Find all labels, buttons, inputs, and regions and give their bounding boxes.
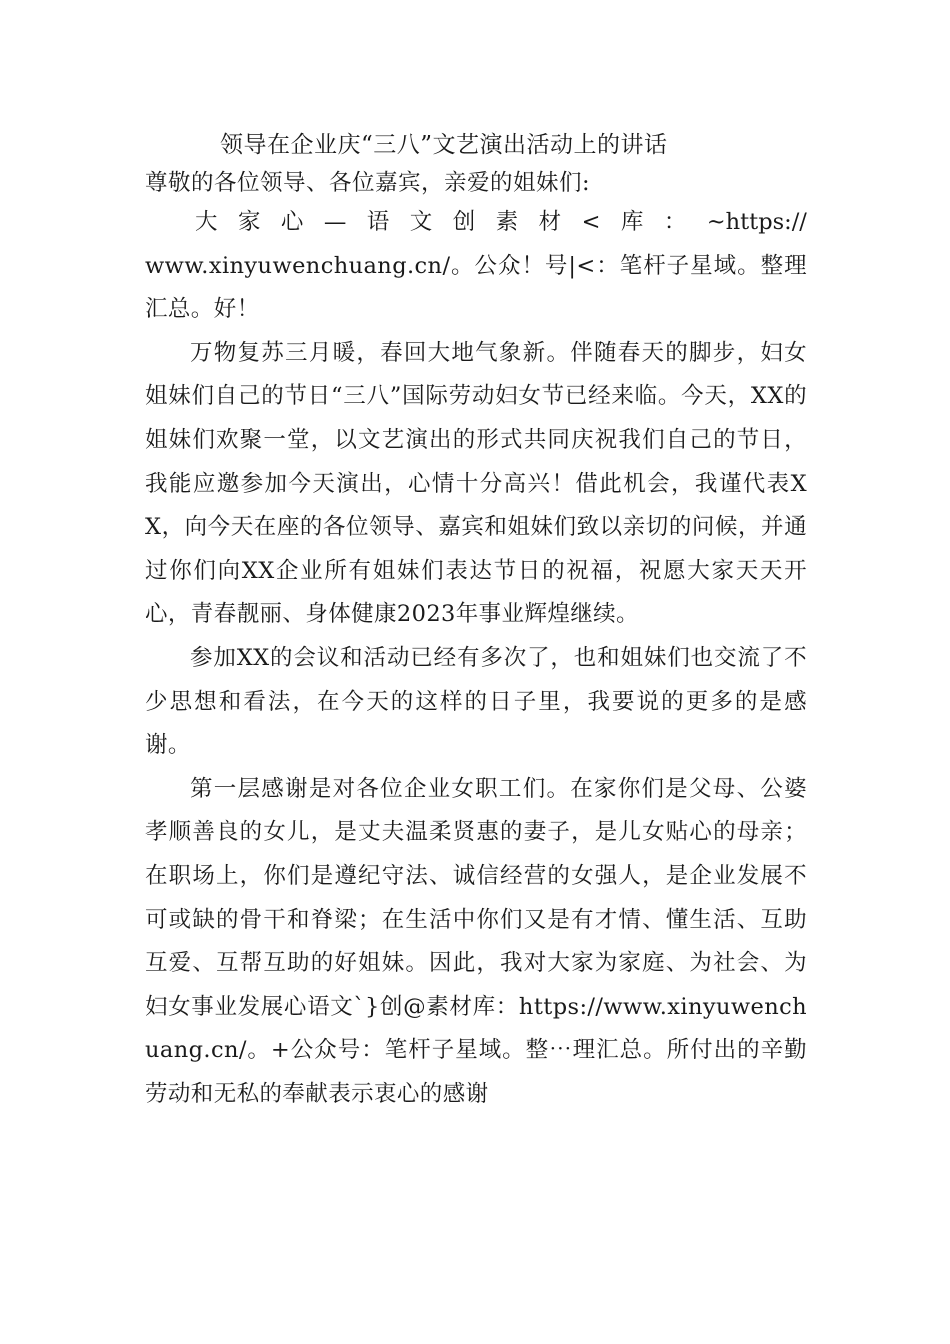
watermark-char: 家 bbox=[237, 209, 261, 235]
watermark-char: 语 bbox=[366, 209, 390, 235]
document-title: 领导在企业庆“三八”文艺演出活动上的讲话 bbox=[220, 132, 668, 158]
greeting-line: 尊敬的各位领导、各位嘉宾，亲爱的姐妹们: bbox=[145, 170, 591, 196]
watermark-paragraph-rest: www.xinyuwenchuang.cn/。公众！号|<：笔杆子星域。整理汇总。好！ bbox=[145, 252, 807, 323]
watermark-char: ： bbox=[663, 209, 687, 235]
watermark-char: 心 bbox=[280, 209, 304, 235]
watermark-char: ~https:// bbox=[706, 209, 807, 235]
body-paragraph-1: 万物复苏三月暖，春回大地气象新。伴随春天的脚步，妇女姐妹们自己的节日“三八”国际劳动妇女节已经来临。今天，XX的姐妹们欢聚一堂，以文艺演出的形式共同庆祝我们自己的节日，我能应邀参加今天演出，心情十分高兴！借此机会，我谨代表XX，向今天在座的各位领导、嘉宾和姐妹们致以亲切的问候，并通过你们向XX企业所有姐妹们表达节日的祝福，祝愿大家天天开心，青春靓丽、身体健康2023年事业辉煌继续。 bbox=[145, 339, 807, 628]
watermark-char: 素 bbox=[495, 209, 519, 235]
watermark-char: 材 bbox=[538, 209, 562, 235]
body-paragraph-3: 第一层感谢是对各位企业女职工们。在家你们是父母、公婆孝顺善良的女儿，是丈夫温柔贤惠的妻子，是儿女贴心的母亲；在职场上，你们是遵纪守法、诚信经营的女强人，是企业发展不可或缺的骨干和脊梁；在生活中你们又是有才情、懂生活、互助互爱、互帮互助的好姐妹。因此，我对大家为家庭、为社会、为妇女事业发展心语文`}创@素材库：https://www.xinyuwenchuang.cn/。+公众号：笔杆子星域。整⋯理汇总。所付出的辛勤劳动和无私的奉献表示衷心的感谢 bbox=[145, 775, 807, 1107]
watermark-char: 大 bbox=[195, 209, 218, 235]
watermark-spread-line bbox=[145, 201, 807, 245]
watermark-char: 创 bbox=[452, 209, 476, 235]
document-page bbox=[145, 125, 807, 1116]
watermark-char: 库 bbox=[620, 209, 644, 235]
watermark-char: < bbox=[581, 209, 601, 235]
watermark-char: — bbox=[323, 209, 347, 235]
body-paragraph-2: 参加XX的会议和活动已经有多次了，也和姐妹们也交流了不少思想和看法，在今天的这样的日子里，我要说的更多的是感谢。 bbox=[145, 644, 807, 759]
watermark-char: 文 bbox=[409, 209, 433, 235]
